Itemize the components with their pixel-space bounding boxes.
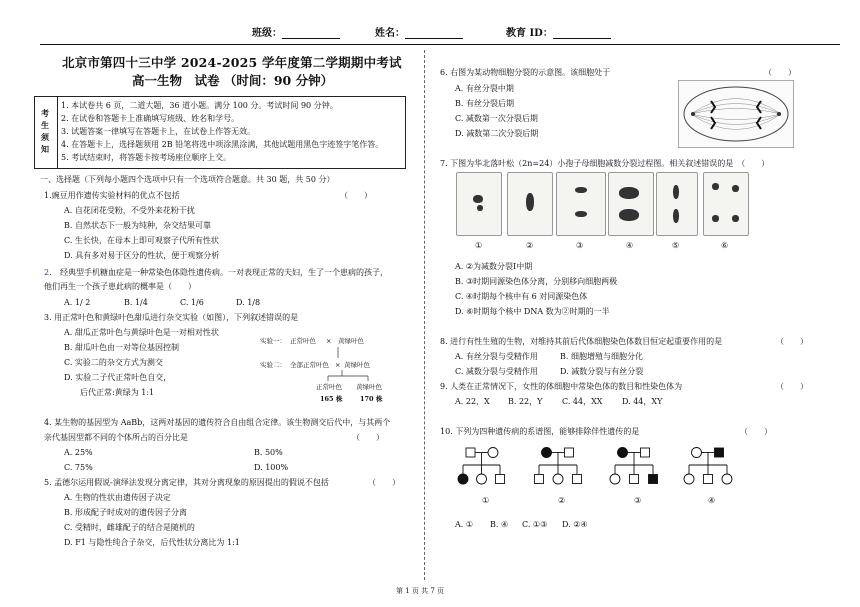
q6-option-c[interactable]: C. 减数第一次分裂后期: [455, 114, 538, 123]
header-rule: [40, 44, 840, 45]
q1-stem: 1.豌豆用作遗传实验材料的优点不包括: [44, 191, 180, 200]
notice-side: 考 生 须 知: [35, 97, 58, 168]
section-heading: 一、选择题（下列每小题四个选项中只有一个选项符合题意。共 30 题，共 50 分）: [40, 175, 335, 184]
q10-label-1: ①: [482, 496, 490, 505]
q2-option-a[interactable]: A. 1/ 2: [64, 298, 91, 307]
id-label: 教育 ID：: [506, 24, 611, 39]
q10-label-4: ④: [708, 496, 716, 505]
q7-micrograph-1: [456, 172, 502, 236]
q3-option-b[interactable]: B. 甜瓜叶色由一对等位基因控制: [64, 343, 179, 352]
q9-answer-paren[interactable]: （ ）: [776, 382, 808, 391]
q4-stem-2: 亲代基因型都不同的个体所占的百分比是: [44, 433, 188, 442]
q3-option-d-cont: 后代正常:黄绿为 1:1: [80, 388, 155, 397]
q7-label-5: ⑤: [672, 241, 680, 250]
notice-item: 4. 在答题卡上，选择题须用 2B 铅笔将选中项涂黑涂满，其他试题用黑色字迹签字笔作答。: [61, 140, 384, 149]
q2-stem: 经典型手机糖血症是一种常染色体隐性遗传病。一对表现正常的夫妇，生了一个患病的孩子，: [60, 268, 388, 277]
q9-option-c[interactable]: C. 44，XX: [562, 397, 603, 406]
name-label: 姓名：: [375, 24, 463, 39]
pedigree-3: [610, 448, 658, 485]
notice-box: [34, 96, 406, 169]
q2-number: 2.: [44, 268, 52, 277]
q8-option-d[interactable]: D. 减数分裂与有丝分裂: [560, 367, 644, 376]
pedigree-4: [684, 448, 732, 485]
q4-option-c[interactable]: C. 75%: [64, 463, 93, 472]
q1-option-c[interactable]: C. 生长快，在母本上即可观察子代所有性状: [64, 236, 219, 245]
q6-cell-figure: [678, 80, 794, 148]
q1-option-d[interactable]: D. 具有多对易于区分的性状，便于观察分析: [64, 251, 220, 260]
notice-item: 5. 考试结束时，将答题卡按考场座位顺序上交。: [61, 153, 232, 162]
q5-stem: 5. 孟德尔运用假说-演绎法发现分离定律，其对分离现象的原因提出的假说不包括: [44, 478, 329, 487]
q8-stem: 8. 进行有性生殖的生物，对维持其前后代体细胞染色体数目恒定起重要作用的是: [440, 337, 723, 346]
q10-option-b[interactable]: B. ④: [490, 520, 509, 529]
q10-pedigree-charts: [452, 444, 752, 494]
q7-label-4: ④: [626, 241, 634, 250]
q2-stem-2: 他们再生一个孩子患此病的概率是（ ）: [44, 282, 196, 291]
q5-option-d[interactable]: D. F1 与隐性纯合子杂交，后代性状分离比为 1:1: [64, 538, 240, 547]
q8-option-c[interactable]: C. 减数分裂与受精作用: [455, 367, 538, 376]
q10-option-c[interactable]: C. ①③: [522, 520, 548, 529]
q8-option-b[interactable]: B. 细胞增殖与细胞分化: [560, 352, 643, 361]
q4-option-d[interactable]: D. 100%: [254, 463, 289, 472]
q7-option-b[interactable]: B. ③时期同源染色体分离，分别移向细胞两极: [455, 277, 618, 286]
q7-stem: 7. 下图为华北落叶松（2n=24）小孢子母细胞减数分裂过程图。相关叙述错误的是 （ ）: [440, 159, 770, 168]
q6-option-d[interactable]: D. 减数第二次分裂后期: [455, 129, 539, 138]
q9-stem: 9. 人类在正常情况下，女性的体细胞中常染色体的数目和性染色体为: [440, 382, 683, 391]
name-blank[interactable]: [405, 28, 463, 39]
class-label: 班级：: [252, 24, 340, 39]
q7-label-1: ①: [475, 241, 483, 250]
q4-stem: 4. 某生物的基因型为 AaBb，这两对基因的遗传符合自由组合定律。该生物测交后代中，与其两个: [44, 418, 391, 427]
q7-option-c[interactable]: C. ④时期每个核中有 6 对同源染色体: [455, 292, 588, 301]
q3-option-d[interactable]: D. 实验二子代正常叶色自交，: [64, 373, 172, 382]
q5-option-b[interactable]: B. 形成配子时成对的遗传因子分离: [64, 508, 187, 517]
q9-option-b[interactable]: B. 22，Y: [508, 397, 543, 406]
q7-micrograph-3: [556, 172, 606, 236]
q1-option-b[interactable]: B. 自然状态下一般为纯种，杂交结果可靠: [64, 221, 211, 230]
q8-answer-paren[interactable]: （ ）: [776, 337, 808, 346]
q7-micrograph-5: [656, 172, 698, 236]
q7-option-a[interactable]: A. ②为减数分裂Ⅰ中期: [455, 262, 533, 271]
q7-label-3: ③: [576, 241, 584, 250]
q10-answer-paren[interactable]: （ ）: [740, 427, 772, 436]
q5-answer-paren[interactable]: （ ）: [368, 478, 400, 487]
q7-micrograph-2: [507, 172, 553, 236]
page-footer: 第 1 页 共 7 页: [396, 587, 445, 595]
id-blank[interactable]: [553, 28, 611, 39]
q10-label-3: ③: [634, 496, 642, 505]
pedigree-1: [458, 448, 505, 485]
q9-option-a[interactable]: A. 22，X: [455, 397, 490, 406]
exam-title: 北京市第四十三中学 2024-2025 学年度第二学期期中考试: [62, 55, 402, 70]
q7-option-d[interactable]: D. ⑥时期每个核中 DNA 数为②时期的一半: [455, 307, 610, 316]
q7-label-6: ⑥: [721, 241, 729, 250]
q10-option-d[interactable]: D. ②④: [562, 520, 588, 529]
q3-cross-diagram: 实验一： 正常叶色 × 黄绿叶色 实验二： 全部正常叶色 × 黄绿叶色 正常叶色 黄绿叶色 165 株 170 株: [260, 336, 410, 406]
notice-item: 1. 本试卷共 6 页，二道大题，36 道小题。满分 100 分。考试时间 90 分钟。: [61, 101, 338, 110]
q2-option-c[interactable]: C. 1/6: [180, 298, 204, 307]
q4-option-b[interactable]: B. 50%: [254, 448, 283, 457]
q4-option-a[interactable]: A. 25%: [64, 448, 93, 457]
q6-answer-paren[interactable]: （ ）: [764, 68, 796, 77]
q2-option-d[interactable]: D. 1/8: [236, 298, 261, 307]
q1-option-a[interactable]: A. 自花闭花受粉，不受外来花粉干扰: [64, 206, 195, 215]
column-divider: [424, 50, 425, 580]
q1-answer-paren[interactable]: （ ）: [340, 191, 372, 200]
q6-option-b[interactable]: B. 有丝分裂后期: [455, 99, 514, 108]
q3-option-c[interactable]: C. 实验二的杂交方式为测交: [64, 358, 163, 367]
q7-micrograph-4: [608, 172, 654, 236]
q4-answer-paren[interactable]: （ ）: [352, 433, 384, 442]
q3-option-a[interactable]: A. 甜瓜正常叶色与黄绿叶色是一对相对性状: [64, 328, 219, 337]
q7-label-2: ②: [526, 241, 534, 250]
q6-stem: 6. 右图为某动物细胞分裂的示意图。该细胞处于: [440, 68, 611, 77]
q8-option-a[interactable]: A. 有丝分裂与受精作用: [455, 352, 538, 361]
notice-item: 2. 在试卷和答题卡上准确填写班级、姓名和学号。: [61, 114, 240, 123]
q10-stem: 10. 下列为四种遗传病的系谱图，能够排除伴性遗传的是: [440, 427, 640, 436]
q6-spindle-drawing: [679, 81, 793, 147]
q6-option-a[interactable]: A. 有丝分裂中期: [455, 84, 514, 93]
q5-option-a[interactable]: A. 生物的性状由遗传因子决定: [64, 493, 171, 502]
notice-item: 3. 试题答案一律填写在答题卡上，在试卷上作答无效。: [61, 127, 256, 136]
q5-option-c[interactable]: C. 受精时，雌雄配子的结合是随机的: [64, 523, 195, 532]
q2-option-b[interactable]: B. 1/4: [124, 298, 148, 307]
q7-micrograph-6: [703, 172, 749, 236]
pedigree-2: [535, 448, 582, 485]
q10-label-2: ②: [558, 496, 566, 505]
class-blank[interactable]: [282, 28, 340, 39]
q10-option-a[interactable]: A. ①: [455, 520, 474, 529]
q9-option-d[interactable]: D. 44，XY: [622, 397, 663, 406]
exam-subtitle: 高一生物 试卷 （时间：90 分钟）: [132, 73, 334, 88]
q3-stem: 3. 用正常叶色和黄绿叶色甜瓜进行杂交实验（如图），下列叙述错误的是: [44, 313, 299, 322]
